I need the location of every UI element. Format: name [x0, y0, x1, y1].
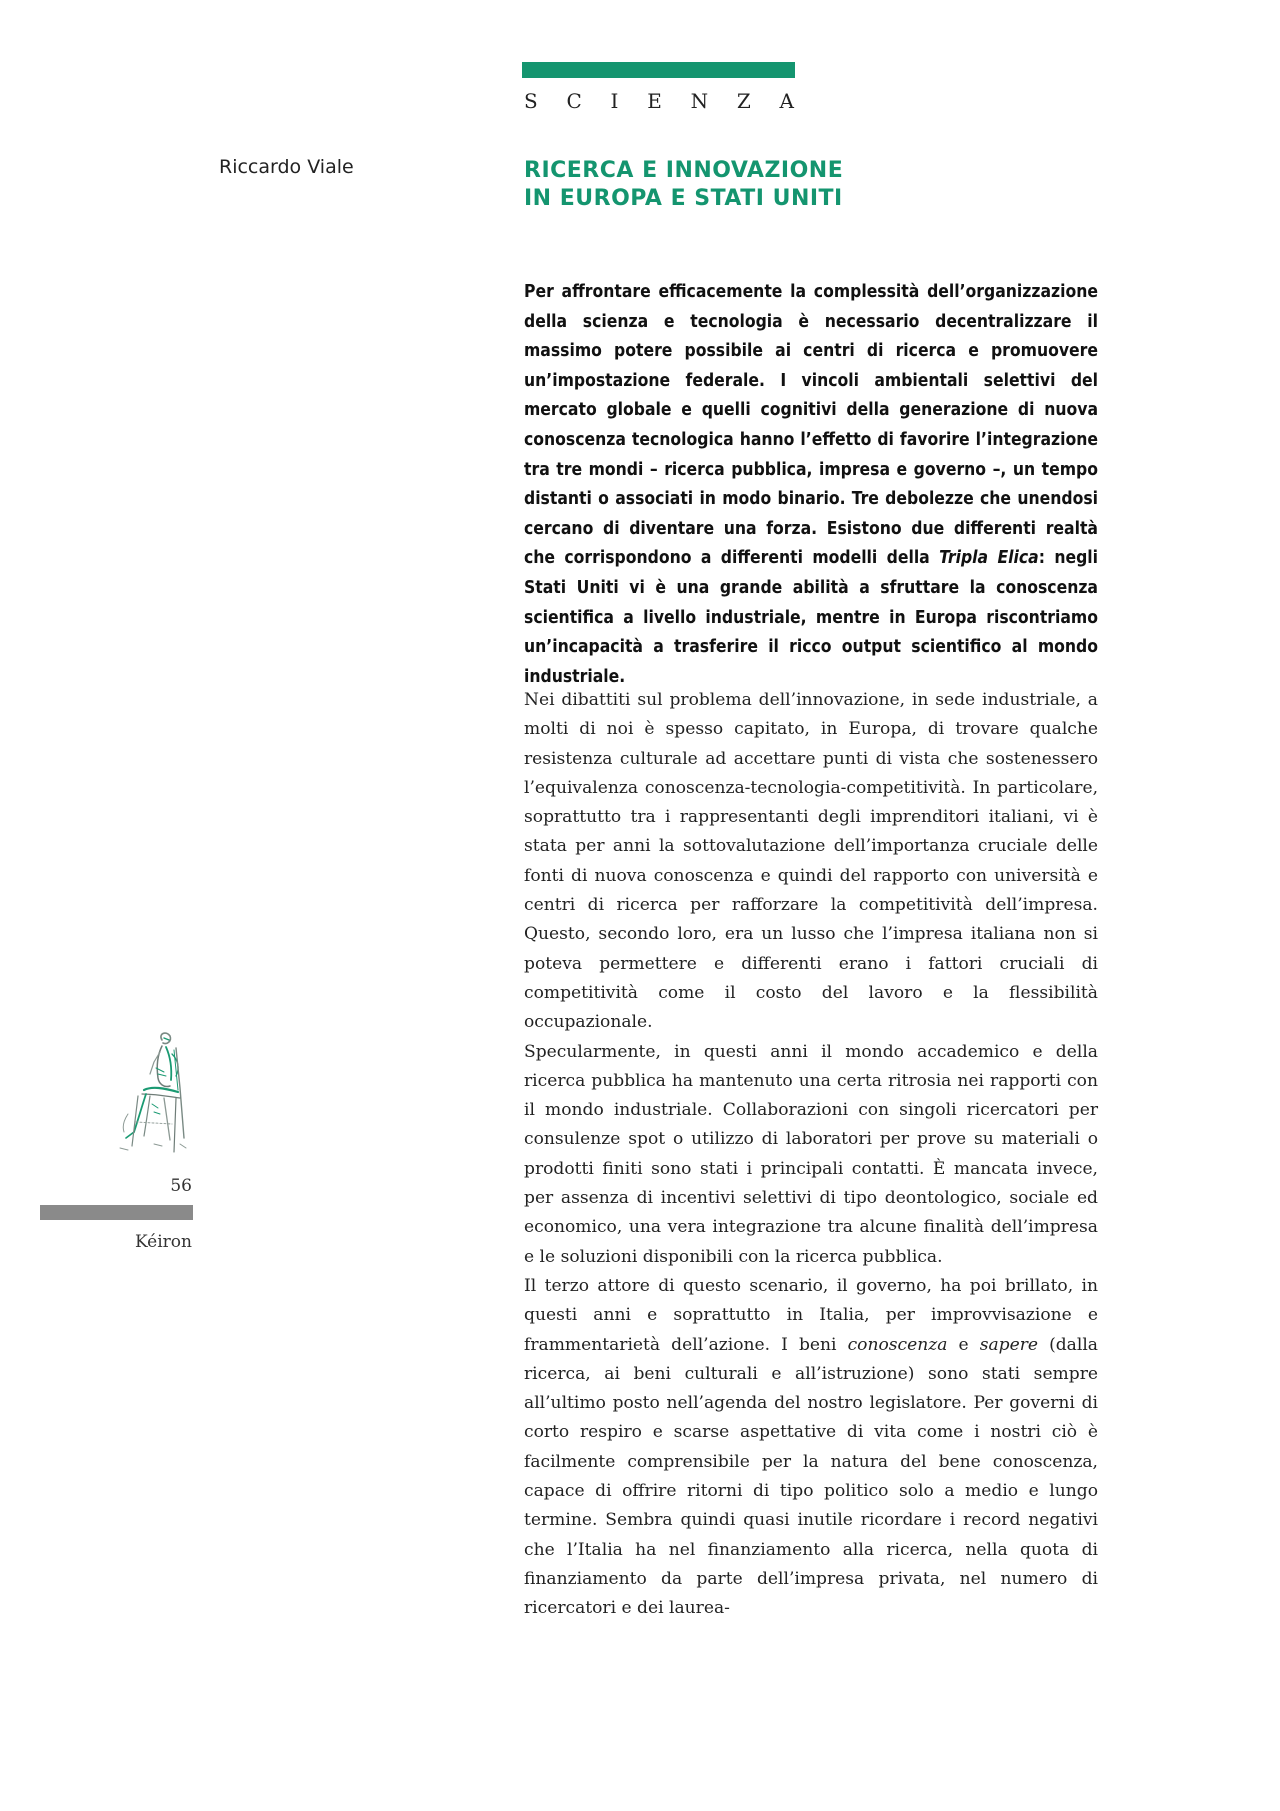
body-text: e: [947, 1334, 980, 1355]
section-letter: C: [566, 89, 582, 113]
body-paragraph: Specularmente, in questi anni il mondo accademico e della ricerca pubblica ha mantenuto una certa ritrosia nei rapporti con il mondo industriale. Collaborazioni con singoli ricercatori per consulenze spot o utilizzo di laboratori per prove su materiali o prodotti finiti sono stati i principali contatti. È mancata invece, per assenza di incentivi selettivi di tipo deontologico, sociale ed economico, una vera integrazione tra alcune finalità dell’impresa e le soluzioni disponibili con la ricerca pubblica.: [524, 1041, 1098, 1267]
abstract-italic-term: Tripla Elica: [939, 548, 1039, 569]
seated-figure-illustration: [114, 1028, 194, 1158]
article-title-line: IN EUROPA E STATI UNITI: [524, 186, 843, 211]
article-title: [524, 157, 944, 213]
article-abstract: [524, 278, 1098, 692]
body-italic-term: conoscenza: [847, 1334, 948, 1355]
section-letter: E: [647, 89, 662, 113]
section-letter: Z: [736, 89, 751, 113]
body-text: (dalla ricerca, ai beni culturali e all’istruzione) sono stati sempre all’ultimo posto nell’agenda del nostro legislatore. Per governi di corto respiro e scarse aspettative di vita come i nostri ciò è facilmente comprensibile per la natura del bene conoscenza, capace di offrire ritorni di tipo politico solo a medio e lungo termine. Sembra quindi quasi inutile ricordare i record negativi che l’Italia ha nel finanziamento alla ricerca, nella quota di finanziamento da parte dell’impresa privata, nel numero di ricercatori e dei laurea-: [524, 1334, 1098, 1619]
body-paragraph: Nei dibattiti sul problema dell’innovazione, in sede industriale, a molti di noi è spesso capitato, in Europa, di trovare qualche resistenza culturale ad accettare punti di vista che sostenessero l’equivalenza conoscenza-tecnologia-competitività. In particolare, soprattutto tra i rappresentanti degli imprenditori italiani, vi è stata per anni la sottovalutazione dell’importanza cruciale delle fonti di nuova conoscenza e quindi del rapporto con università e centri di ricerca per rafforzare la competitività dell’impresa. Questo, secondo loro, era un lusso che l’impresa italiana non si poteva permettere e differenti erano i fattori cruciali di competitività come il costo del lavoro e la flessibilità occupazionale.: [524, 690, 1098, 1033]
abstract-text: : negli Stati Uniti vi è una grande abilità a sfruttare la conoscenza scientifica a livello industriale, mentre in Europa riscontriamo un’incapacità a trasferire il ricco output scientifico al mondo industriale.: [524, 548, 1098, 687]
section-letter: A: [779, 89, 794, 113]
footer-gray-bar: [40, 1205, 193, 1220]
section-letter: N: [690, 89, 709, 113]
article-title-line: RICERCA E INNOVAZIONE: [524, 158, 844, 183]
article-author: Riccardo Viale: [219, 156, 354, 178]
section-color-bar: [522, 62, 795, 78]
body-paragraph: [524, 1272, 1098, 1624]
body-text: Il terzo attore di questo scenario, il governo, ha poi brillato, in questi anni e soprattutto in Italia, per improvvisazione e frammentarietà dell’azione. I beni: [524, 1275, 1098, 1355]
section-label: [524, 89, 794, 113]
page-number: 56: [170, 1176, 192, 1196]
journal-name: Kéiron: [134, 1232, 192, 1252]
article-body: [524, 686, 1098, 1624]
section-letter: I: [610, 89, 619, 113]
abstract-text: Per affrontare efficacemente la complessità dell’organizzazione della scienza e tecnologia è necessario decentralizzare il massimo potere possibile ai centri di ricerca e promuovere un’impostazione federale. I vincoli ambientali selettivi del mercato globale e quelli cognitivi della generazione di nuova conoscenza tecnologica hanno l’effetto di favorire l’integrazione tra tre mondi – ricerca pubblica, impresa e governo –, un tempo distanti o associati in modo binario. Tre debolezze che unendosi cercano di diventare una forza. Esistono due differenti realtà che corrispondono a differenti modelli della: [524, 282, 1098, 569]
section-letter: S: [524, 89, 538, 113]
body-italic-term: sapere: [979, 1334, 1038, 1355]
